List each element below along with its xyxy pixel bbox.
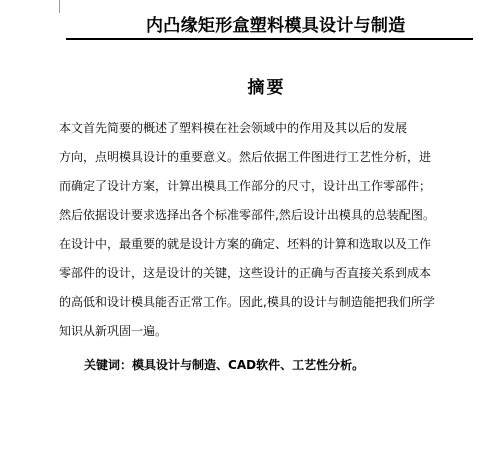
abstract-line: 的高低和设计模具能否正常工作。因此,模具的设计与制造能把我们所学 [59,295,435,309]
page-margin-marker [59,0,60,13]
abstract-line: 在设计中，最重要的就是设计方案的确定、坯料的计算和选取以及工作 [59,237,432,251]
keywords-label: 关键词： [84,358,133,372]
abstract-body [59,114,479,346]
abstract-line: 零部件的设计，这是设计的关键，这些设计的正确与否直接关系到成本 [59,266,432,280]
abstract-line: 而确定了设计方案，计算出模具工作部分的尺寸，设计出工作零部件； [59,179,432,193]
document-title: 内凸缘矩形盒塑料模具设计与制造 [146,16,406,36]
keywords-text: 模具设计与制造、CAD软件、工艺性分析。 [132,358,365,372]
abstract-heading: 摘要 [247,78,286,98]
abstract-line: 知识从新巩固一遍。 [59,324,168,338]
title-underline [66,38,473,40]
abstract-line: 本文首先简要的概述了塑料模在社会领域中的作用及其以后的发展 [59,121,408,135]
abstract-line: 方向，点明模具设计的重要意义。然后依据工件图进行工艺性分析，进 [59,150,432,164]
keywords-line [84,353,364,377]
abstract-line: 然后依据设计要求选择出各个标准零部件,然后设计出模具的总装配图。 [59,208,435,222]
